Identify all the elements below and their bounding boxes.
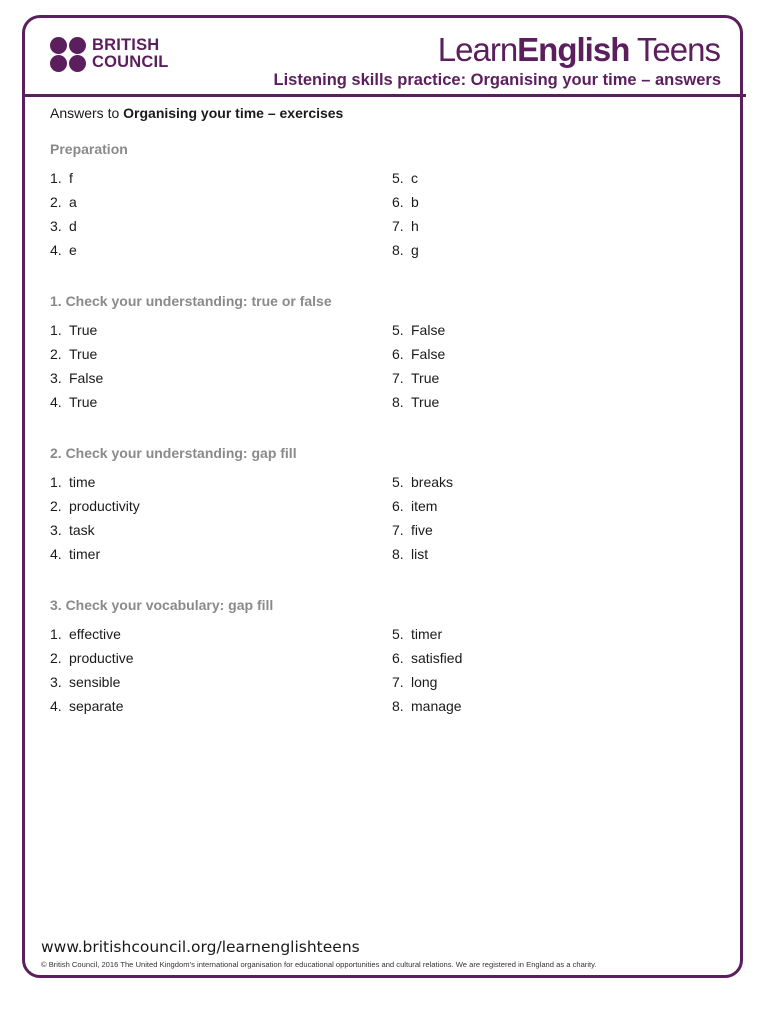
answer-text: False <box>411 346 446 362</box>
answer-number: 8. <box>392 546 404 562</box>
answer-text: manage <box>411 698 462 714</box>
footer-url: www.britishcouncil.org/learnenglishteens <box>41 938 360 956</box>
answer-item <box>392 170 419 194</box>
answer-text: timer <box>69 546 101 562</box>
answer-text: productivity <box>69 498 140 514</box>
answer-section <box>50 141 510 258</box>
answer-text: True <box>69 322 98 338</box>
answer-item <box>50 170 77 194</box>
answer-number: 5. <box>392 322 404 338</box>
section-title: 1. Check your understanding: true or false <box>50 293 332 309</box>
answer-item <box>50 322 103 346</box>
answer-number: 7. <box>392 522 404 538</box>
answer-column-left <box>50 626 134 722</box>
answer-text: c <box>411 170 418 186</box>
answer-number: 4. <box>50 546 62 562</box>
answer-text: long <box>411 674 438 690</box>
answer-item <box>50 346 103 370</box>
answer-text: e <box>69 242 77 258</box>
answer-number: 2. <box>50 650 62 666</box>
answer-column-right <box>392 170 419 266</box>
answer-number: 3. <box>50 522 62 538</box>
answer-number: 6. <box>392 194 404 210</box>
answer-item <box>392 674 462 698</box>
intro-bold: Organising your time – exercises <box>123 105 344 121</box>
document-title: Listening skills practice: Organising your time – answers <box>273 71 721 89</box>
answer-item <box>392 650 462 674</box>
answer-item <box>392 370 445 394</box>
answer-item <box>50 370 103 394</box>
logo-teens: Teens <box>629 31 720 68</box>
answer-section <box>50 293 510 410</box>
answer-number: 2. <box>50 498 62 514</box>
answer-number: 4. <box>50 394 62 410</box>
section-title: 3. Check your vocabulary: gap fill <box>50 597 274 613</box>
answer-item <box>392 346 445 370</box>
answer-item <box>392 498 453 522</box>
answer-item <box>50 674 134 698</box>
answer-text: time <box>69 474 96 490</box>
answer-number: 8. <box>392 698 404 714</box>
answer-text: task <box>69 522 95 538</box>
answer-number: 2. <box>50 194 62 210</box>
answer-number: 5. <box>392 626 404 642</box>
answer-number: 6. <box>392 346 404 362</box>
answer-column-left <box>50 322 103 418</box>
answer-number: 1. <box>50 322 62 338</box>
answer-text: sensible <box>69 674 121 690</box>
brand-wordmark <box>92 37 169 71</box>
answer-number: 7. <box>392 370 404 386</box>
answer-number: 1. <box>50 170 62 186</box>
logo-english: English <box>517 31 630 68</box>
answer-number: 5. <box>392 474 404 490</box>
brand-line-2: COUNCIL <box>92 53 169 71</box>
answer-text: False <box>69 370 104 386</box>
intro-prefix: Answers to <box>50 105 124 121</box>
answer-number: 6. <box>392 650 404 666</box>
answer-number: 7. <box>392 674 404 690</box>
answer-text: True <box>69 394 98 410</box>
answer-item <box>50 626 134 650</box>
answer-item <box>392 322 445 346</box>
answer-item <box>50 650 134 674</box>
answer-number: 3. <box>50 370 62 386</box>
answer-number: 2. <box>50 346 62 362</box>
answer-item <box>392 626 462 650</box>
answer-text: breaks <box>411 474 454 490</box>
answer-item <box>50 474 140 498</box>
answer-text: satisfied <box>411 650 463 666</box>
answer-item <box>50 218 77 242</box>
answer-text: timer <box>411 626 443 642</box>
logo-learn: Learn <box>437 31 518 68</box>
brand-line-1: BRITISH <box>92 36 160 54</box>
answer-item <box>392 194 419 218</box>
answer-column-right <box>392 474 453 570</box>
answer-number: 4. <box>50 242 62 258</box>
answer-text: g <box>411 242 419 258</box>
answer-item <box>50 242 77 266</box>
answer-section <box>50 597 510 714</box>
learnenglish-teens-logo <box>438 31 720 69</box>
answer-text: effective <box>69 626 121 642</box>
answer-text: list <box>411 546 429 562</box>
intro-line <box>50 105 343 121</box>
section-title: 2. Check your understanding: gap fill <box>50 445 297 461</box>
answer-item <box>392 698 462 722</box>
answer-text: b <box>411 194 419 210</box>
answer-number: 5. <box>392 170 404 186</box>
answer-text: d <box>69 218 77 234</box>
answer-item <box>50 546 140 570</box>
answer-text: five <box>411 522 433 538</box>
answer-number: 3. <box>50 218 62 234</box>
answer-number: 1. <box>50 474 62 490</box>
footer-legal: © British Council, 2016 The United Kingdom’s international organisation for educational opportunities and cultural relations. We are registered in England as a charity. <box>41 960 597 969</box>
answer-column-right <box>392 322 445 418</box>
answer-number: 6. <box>392 498 404 514</box>
answer-text: True <box>411 394 440 410</box>
answer-item <box>392 242 419 266</box>
answer-item <box>50 498 140 522</box>
answer-item <box>50 394 103 418</box>
answer-item <box>392 546 453 570</box>
answer-text: False <box>411 322 446 338</box>
answer-text: h <box>411 218 419 234</box>
answer-item <box>392 394 445 418</box>
answer-item <box>392 218 419 242</box>
answer-text: productive <box>69 650 134 666</box>
answer-number: 4. <box>50 698 62 714</box>
answer-number: 3. <box>50 674 62 690</box>
answer-item <box>50 698 134 722</box>
answer-item <box>50 522 140 546</box>
answer-text: item <box>411 498 438 514</box>
answer-number: 7. <box>392 218 404 234</box>
answer-item <box>392 474 453 498</box>
answer-column-left <box>50 474 140 570</box>
answer-number: 8. <box>392 394 404 410</box>
answer-item <box>50 194 77 218</box>
answer-number: 8. <box>392 242 404 258</box>
answer-text: separate <box>69 698 124 714</box>
header-divider <box>22 94 746 97</box>
answer-column-right <box>392 626 462 722</box>
answer-text: True <box>411 370 440 386</box>
answer-text: a <box>69 194 77 210</box>
answer-item <box>392 522 453 546</box>
british-council-dots-icon <box>50 37 88 75</box>
section-title: Preparation <box>50 141 128 157</box>
answer-text: f <box>69 170 73 186</box>
answer-number: 1. <box>50 626 62 642</box>
answer-column-left <box>50 170 77 266</box>
answer-text: True <box>69 346 98 362</box>
answer-section <box>50 445 510 562</box>
